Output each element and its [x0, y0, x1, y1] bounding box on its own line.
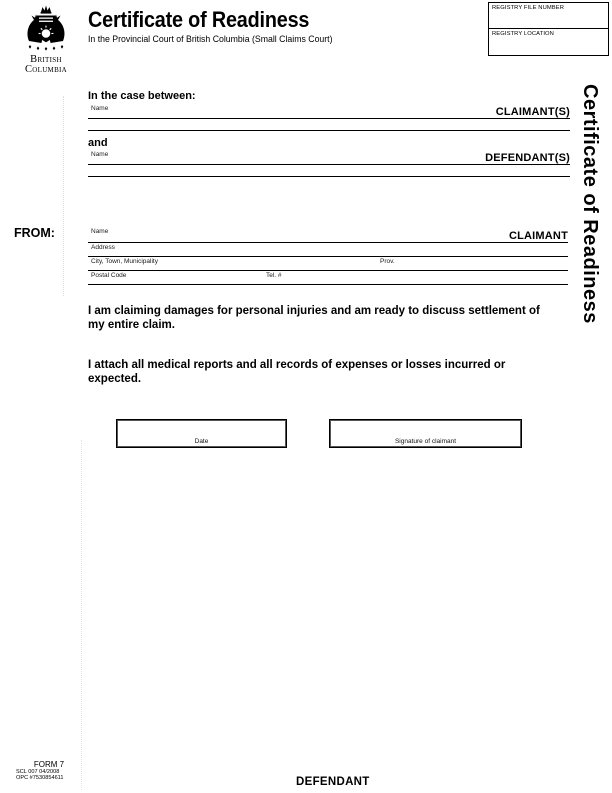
registry-file-number-field[interactable] [489, 3, 608, 28]
registry-location-field[interactable] [489, 28, 608, 55]
from-heading: FROM: [14, 226, 55, 240]
registry-location-label: REGISTRY LOCATION [492, 31, 554, 37]
form-code: SCL 007 04/2008 [16, 769, 60, 775]
from-name-label: Name [91, 228, 109, 235]
connector-and: and [88, 137, 108, 149]
statement-claiming-damages: I am claiming damages for personal injuries and am ready to discuss settlement of my entire claim. [88, 305, 540, 331]
case-heading: In the case between: [88, 90, 196, 102]
statement-attach-reports: I attach all medical reports and all records of expenses or losses incurred or expected. [88, 359, 506, 385]
defendant-extra-line[interactable] [88, 165, 570, 177]
defendant-name-label: Name [91, 151, 109, 158]
from-postal-field[interactable] [88, 271, 568, 285]
from-role-label: CLAIMANT [508, 230, 568, 242]
date-label: Date [194, 438, 209, 445]
form-number: FORM 7 [33, 760, 65, 769]
from-city-label: City, Town, Municipality [91, 258, 158, 265]
case-section [88, 90, 570, 177]
from-city-field[interactable] [88, 257, 568, 271]
from-section [88, 225, 568, 285]
claimant-name-field[interactable] [88, 105, 570, 119]
from-prov-label: Prov. [380, 258, 395, 265]
defendant-role-label: DEFENDANT(S) [485, 152, 570, 164]
form-subtitle: In the Provincial Court of British Columbia (Small Claims Court) [88, 34, 333, 44]
claimant-role-label: CLAIMANT(S) [495, 106, 570, 118]
claimant-name-label: Name [91, 105, 109, 112]
claimant-extra-line[interactable] [88, 119, 570, 131]
signature-box[interactable] [330, 420, 521, 447]
form-opc-number: OPC #7530854611 [16, 775, 64, 782]
scan-artifact [63, 96, 64, 296]
form-title: Certificate of Readiness [88, 7, 310, 32]
coat-of-arms-icon [22, 4, 70, 54]
from-tel-label: Tel. # [266, 272, 282, 279]
bc-coat-of-arms-logo [16, 4, 76, 74]
registry-file-number-label: REGISTRY FILE NUMBER [492, 5, 565, 11]
defendant-name-field[interactable] [88, 151, 570, 165]
from-address-field[interactable] [88, 243, 568, 257]
vertical-form-title: Certificate of Readiness [579, 84, 601, 324]
title-block [88, 9, 340, 44]
logo-text-british: British [30, 54, 62, 65]
scan-artifact [81, 440, 82, 790]
registry-box [488, 2, 609, 56]
footer-defendant-label: DEFENDANT [296, 776, 370, 788]
from-name-field[interactable] [88, 225, 568, 243]
from-postal-label: Postal Code [91, 272, 127, 279]
logo-text-columbia: Columbia [24, 63, 68, 75]
form-identification [16, 760, 82, 781]
date-box[interactable] [117, 420, 286, 447]
signature-of-claimant-label: Signature of claimant [394, 438, 457, 445]
from-address-label: Address [91, 244, 115, 251]
